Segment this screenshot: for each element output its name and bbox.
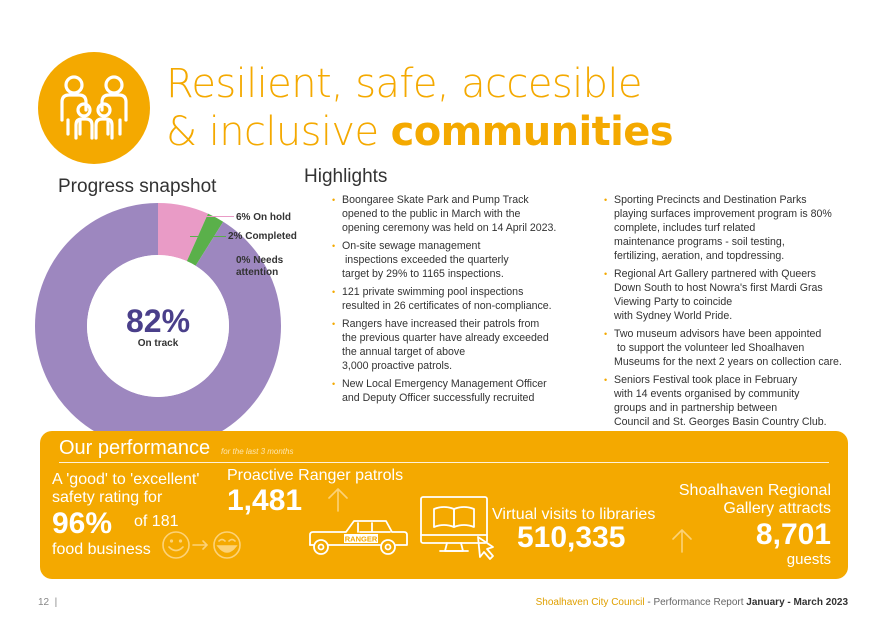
smiley-faces-icon bbox=[161, 530, 251, 560]
gallery-line-2: Gallery attracts bbox=[723, 500, 831, 517]
highlight-line: and Deputy Officer successfully recruited bbox=[342, 392, 535, 404]
highlight-line: Down South to host Nowra's first Mardi Gras bbox=[614, 282, 823, 294]
highlight-line: opened to the public in March with the bbox=[342, 208, 521, 220]
arrow-up-icon bbox=[327, 486, 349, 512]
highlight-item bbox=[602, 267, 850, 323]
performance-panel bbox=[40, 431, 848, 579]
computer-book-icon bbox=[418, 495, 498, 561]
on-track-label: On track bbox=[137, 337, 179, 349]
ranger-value: 1,481 bbox=[227, 484, 303, 517]
legend-needs-attention-line-1: 0% Needs bbox=[236, 255, 284, 266]
highlights-right-column bbox=[602, 193, 850, 433]
gallery-line-1: Shoalhaven Regional bbox=[678, 482, 831, 499]
legend-needs-attention-line-2: attention bbox=[236, 267, 279, 278]
highlight-line: • Boongaree Skate Park and Pump Track bbox=[342, 194, 529, 206]
highlight-line: resulted in 26 certificates of non-compliance. bbox=[342, 300, 552, 312]
footer-report: - Performance Report bbox=[644, 597, 747, 608]
highlight-line: • Seniors Festival took place in February bbox=[614, 374, 798, 386]
highlight-item bbox=[330, 193, 592, 235]
safety-line-2: safety rating for bbox=[52, 489, 163, 506]
safety-value: 96% bbox=[52, 507, 113, 540]
footer-org: Shoalhaven City Council bbox=[535, 597, 645, 608]
title-line-1: Resilient, safe, accesible bbox=[166, 61, 642, 107]
highlight-line: the annual target of above bbox=[342, 346, 466, 358]
highlight-line: • 121 private swimming pool inspections bbox=[342, 286, 524, 298]
title-line-2-prefix: & inclusive bbox=[166, 109, 391, 155]
highlight-item bbox=[330, 285, 592, 313]
library-value: 510,335 bbox=[517, 521, 626, 554]
safety-of: of 181 bbox=[134, 513, 179, 530]
highlight-item bbox=[602, 327, 850, 369]
highlight-line: • Regional Art Gallery partnered with Queers bbox=[614, 268, 816, 280]
title-line-2 bbox=[166, 108, 673, 156]
family-icon bbox=[38, 52, 150, 164]
progress-snapshot-title: Progress snapshot bbox=[58, 176, 217, 197]
safety-line-1: A 'good' to 'excellent' bbox=[52, 471, 200, 488]
highlight-line: 3,000 proactive patrols. bbox=[342, 360, 453, 372]
highlight-line: the previous quarter have already exceeded bbox=[342, 332, 549, 344]
legend-on-hold: 6% On hold bbox=[236, 212, 291, 223]
highlight-line: complete, includes turf related bbox=[614, 222, 756, 234]
highlight-line: with 14 events organised by community bbox=[614, 388, 800, 400]
page-title bbox=[166, 60, 673, 156]
highlight-item bbox=[330, 377, 592, 405]
on-hold-leader-line bbox=[178, 216, 234, 217]
highlight-line: fertilizing, aeration, and topdressing. bbox=[614, 250, 785, 262]
truck-ranger-text: RANGER bbox=[344, 534, 378, 544]
highlight-line: with Sydney World Pride. bbox=[614, 310, 733, 322]
performance-subtitle: for the last 3 months bbox=[221, 447, 294, 456]
highlight-line: maintenance programs - soil testing, bbox=[614, 236, 785, 248]
highlight-line: playing surfaces improvement program is 80% bbox=[614, 208, 832, 220]
ranger-label: Proactive Ranger patrols bbox=[227, 467, 404, 484]
highlight-item bbox=[330, 317, 592, 373]
highlight-line: inspections exceeded the quarterly bbox=[342, 254, 509, 266]
library-label: Virtual visits to libraries bbox=[492, 506, 656, 523]
highlights-title: Highlights bbox=[304, 166, 388, 187]
performance-title: Our performance bbox=[59, 437, 211, 459]
footer-period: January - March 2023 bbox=[746, 597, 848, 608]
highlight-item bbox=[330, 239, 592, 281]
legend-needs-attention bbox=[236, 255, 283, 279]
highlight-line: to support the volunteer led Shoalhaven bbox=[614, 342, 805, 354]
highlight-line: opening ceremony was held on 14 April 2023. bbox=[342, 222, 557, 234]
highlight-line: target by 29% to 1165 inspections. bbox=[342, 268, 504, 280]
legend-completed: 2% Completed bbox=[228, 231, 297, 242]
highlight-item bbox=[602, 193, 850, 263]
highlight-line: • Two museum advisors have been appointed bbox=[614, 328, 822, 340]
highlight-line: • Rangers have increased their patrols from bbox=[342, 318, 540, 330]
arrow-up-icon bbox=[671, 527, 693, 553]
highlight-line: groups and in partnership between bbox=[614, 402, 778, 414]
gallery-line-4: guests bbox=[786, 551, 831, 568]
on-track-percent: 82% bbox=[125, 302, 191, 339]
highlight-line: Viewing Party to coincide bbox=[614, 296, 733, 308]
completed-leader-line bbox=[190, 236, 226, 237]
highlight-line: Museums for the next 2 years on collection care. bbox=[614, 356, 842, 368]
highlight-item bbox=[602, 373, 850, 429]
ranger-truck-icon bbox=[306, 511, 410, 559]
highlight-line: • New Local Emergency Management Officer bbox=[342, 378, 547, 390]
footer-report-title bbox=[536, 597, 848, 608]
highlight-line: • Sporting Precincts and Destination Parks bbox=[614, 194, 807, 206]
page-number: 12 | bbox=[38, 597, 58, 608]
highlight-line: Council and St. Georges Basin Country Club. bbox=[614, 416, 827, 428]
safety-line-4: food business bbox=[52, 541, 151, 558]
title-line-2-bold: communities bbox=[390, 109, 673, 155]
highlights-left-column bbox=[330, 193, 592, 409]
performance-divider bbox=[59, 462, 829, 463]
highlight-line: • On-site sewage management bbox=[342, 240, 481, 252]
gallery-value: 8,701 bbox=[755, 518, 831, 551]
